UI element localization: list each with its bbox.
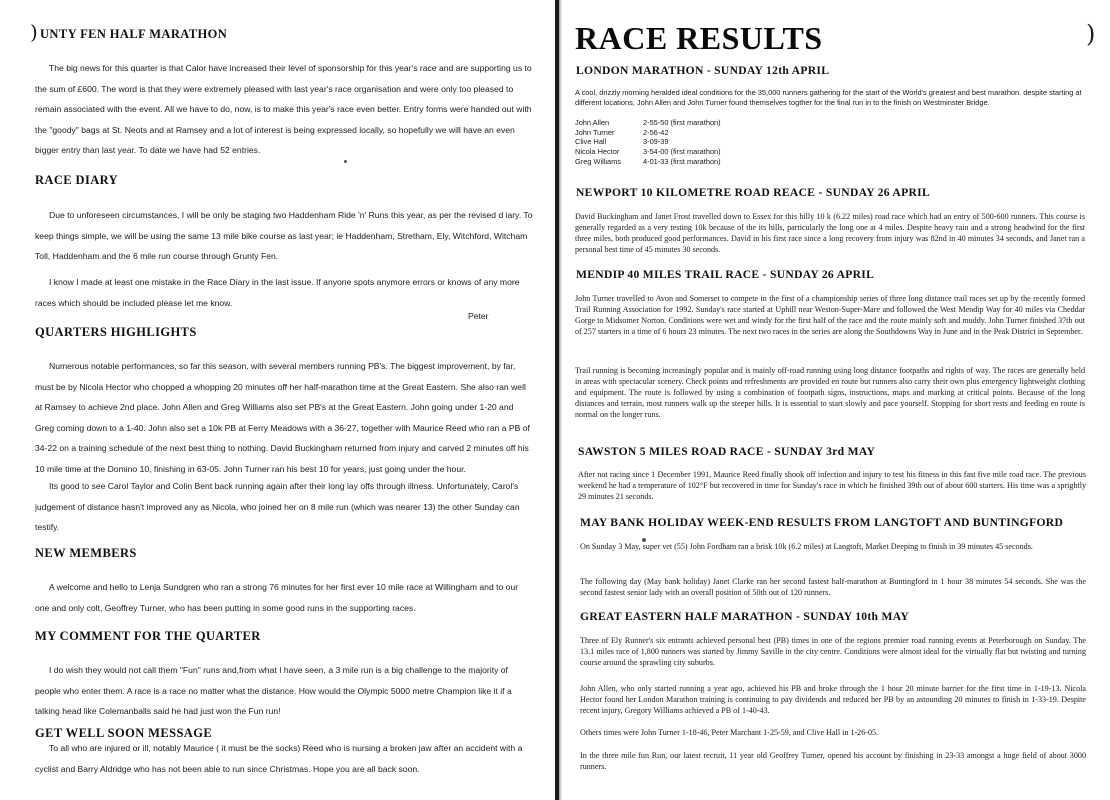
paragraph-great-eastern-3: Others times were John Turner 1-18-46, Peter Marchant 1-25-59, and Clive Hall in 1-26-05. — [580, 728, 879, 737]
paragraph-new-members: A welcome and hello to Lenja Sundgren who ran a strong 76 minutes for her first ever 10 mile race at Willingham and to our one and only colt, Geoffrey Turner, who has been putting in some good runs in the supporting races. — [35, 582, 519, 613]
table-row — [575, 137, 721, 147]
print-speck — [344, 160, 347, 163]
paragraph-quarters-2: Its good to see Carol Taylor and Colin Bent back running again after their long lay offs through illness. Unfortunately, Carol's judgement of distance hasn't improved any as Nicola, who joined her on 8 mile run (which was nearer 13) the other Sunday can testify. — [35, 481, 520, 533]
paragraph-get-well: To all who are injured or ill, notably Maurice ( it must be the socks) Reed who is nursing a broken jaw after an accident with a cyclist and Barry Aldridge who has not been able to run since Christmas. Hope you are all back soon. — [35, 743, 523, 774]
runner-name: John Allen — [575, 118, 610, 127]
paragraph-london-marathon: A cool, drizzly morning heralded ideal conditions for the 35,000 runners gathering for the start of the World's greatest and best marathon. despite starting at different locations, John Allen and John Turner found themselves togther for the final run in to the finish on Westminster Bridge. — [575, 88, 1082, 107]
print-speck — [642, 538, 646, 542]
heading-new-members: NEW MEMBERS — [35, 546, 137, 560]
paragraph-great-eastern-1: Three of Ely Runner's six entrants achieved personal best (PB) times in one of the regions premier road running events at Peterborough on Sunday. The 13.1 miles race of 1,800 runners was started by Jimmy Saville in the city centre. Conditions were almost ideal for the virtually flat but twisting and turning course around the sprawling city suburbs. — [580, 636, 1086, 667]
heading-mendip: MENDIP 40 MILES TRAIL RACE - SUNDAY 26 APRIL — [576, 268, 875, 281]
runner-name: Clive Hall — [575, 137, 607, 147]
heading-sawston: SAWSTON 5 MILES ROAD RACE - SUNDAY 3rd MAY — [578, 445, 876, 458]
paragraph-bank-holiday-1: On Sunday 3 May, super vet (55) John Fordham ran a brisk 10k (6.2 miles) at Langtoft, Market Deeping to finish in 39 minutes 45 seconds. — [580, 542, 1033, 551]
paragraph-mendip-2: Trail running is becoming increasingly popular and is mainly off-road running using long distance footpaths and rights of way. The races are generally held in areas with spectacular scenery. Check points and refreshments are provided en route but runners also carry their own plus emergency lightweight clothing and equipment. The route is followed by using a combination of footpath signs, instructions, maps and marking at critical points. Because of the long distances and terrain, most runners walk up the steeper hills. It is essential to start slowly and pace yourself. Stopping for short rests and feeding en route is normal on the longer runs. — [575, 366, 1085, 419]
table-row — [575, 157, 721, 167]
paragraph-my-comment: I do wish they would not call them "Fun" runs and,from what I have seen, a 3 mile run is a big challenge to the majority of people who enter them. A race is a race no matter what the distance. How would the Olympic 5000 metre Champion like it if a talking head like Colemanballs said he had just won the Fun run! — [35, 665, 512, 717]
runner-name: Nicola Hector — [575, 147, 620, 157]
london-results-table — [575, 118, 721, 167]
page-title: RACE RESULTS — [575, 20, 823, 56]
paragraph-newport: David Buckingham and Janet Frost travelled down to Essex for this hilly 10 k (6.22 miles) road race which had an entry of 500-600 runners. This course is generally regarded as a very testing 10k because of the its hills, particularly the long one at 4 miles. Despite heavy rain and a strong headwind for the first three miles, both produced good performances. David in his first race since a long recovery from injury was 82nd in 40 minutes 34 seconds, and Janet ran a personal best time of 45 minutes 30 seconds. — [575, 212, 1085, 254]
signoff: Peter — [468, 311, 489, 321]
paragraph-great-eastern-2: John Allen, who only started running a year ago, achieved his PB and broke through the 1 hour 20 minute barrier for the first time in 1-19-13. Nicola Hector found her London Marathon training is continuing to pay dividends and reduced her PB by an astounding 20 minutes to finish in 1-33-19. Despite recent injury, Gregory Williams achieved a PB of 1-40-43. — [580, 684, 1086, 715]
heading-quarters-highlights: QUARTERS HIGHLIGHTS — [35, 325, 197, 339]
runner-time: 2-55-50 (first marathon) — [643, 118, 721, 127]
paragraph-sawston: After not racing since 1 December 1991, Maurice Reed finally shook off infection and injury to test his fitness in this fast five mile road race. The previous weekend he had a temperature of 102°F but recovered in time for Sunday's race in which he finished 39th out of about 600 starters. His time was a sprightly 29 minutes 21 seconds. — [578, 470, 1086, 501]
table-row — [575, 118, 721, 128]
runner-name: John Turner — [575, 127, 615, 137]
clip-mark-right: ) — [1086, 20, 1096, 48]
right-page — [562, 0, 1110, 800]
heading-newport: NEWPORT 10 KILOMETRE ROAD REACE - SUNDAY 26 APRIL — [576, 186, 930, 199]
runner-time: 2-56-42 — [643, 127, 669, 137]
runner-time: 3-09-39 — [643, 137, 669, 147]
heading-bank-holiday: MAY BANK HOLIDAY WEEK-END RESULTS FROM LANGTOFT AND BUNTINGFORD — [580, 516, 1064, 529]
paragraph-race-diary-1: Due to unforeseen circumstances, I will be only be staging two Haddenham Ride 'n' Runs this year, as per the revised d iary. To keep things simple, we will be using the same 13 mile bike course as last year; ie Haddenham, Stretham, Ely, Witchford, Witcham Toll, Haddenham and the 6 mile run course through Grunty Fen. — [35, 210, 533, 262]
heading-my-comment: MY COMMENT FOR THE QUARTER — [35, 629, 261, 643]
heading-half-marathon: UNTY FEN HALF MARATHON — [40, 27, 228, 41]
paragraph-half-marathon: The big news for this quarter is that Calor have increased their level of sponsorship for this year's race and are supporting us to the sum of £600. The word is that they were extremely pleased with last year's race organisation and were only too pleased to remain associated with the event. All we have to do, now, is to make this year's race even better. Entry forms were handed out with the "goody" bags at St. Neots and at Ramsey and a lot of interest is being expressed locally, so hopefully we will have an even bigger entry than last year. To date we have had 52 entries. — [35, 63, 532, 156]
heading-london-marathon: LONDON MARATHON - SUNDAY 12th APRIL — [576, 64, 830, 77]
runner-time: 3-54-00 (first marathon) — [643, 147, 721, 157]
runner-time: 4-01-33 (first marathon) — [643, 156, 721, 166]
paragraph-race-diary-2: I know I made at least one mistake in the Race Diary in the last issue. If anyone spots anymore errors or knows of any more races which should be included please let me know. — [35, 277, 520, 308]
table-row — [575, 147, 721, 157]
paragraph-quarters-1: Numerous notable performances, so far this season, with several members running PB's. The biggest improvement, by far, must be by Nicola Hector who chopped a whopping 20 minutes off her half-marathon time at the Great Eastern. She also ran well at Ramsey to achieve 2nd place. John Allen and Greg Williams also set PB's at the Great Eastern. John going under 1-20 and Greg coming down to a 1-40. John also set a 10k PB at Ferry Meadows with a 36-27, together with Maurice Reed who ran a PB of 34-22 on a training schedule of the next best thing to nothing. David Buckingham returned from injury and carved 2 minutes off his 10 mile time at the Domino 10, finishing in 63-05. John Turner ran his best 10 for years, just going under the hour. — [35, 361, 530, 474]
clip-mark-left: ) — [30, 20, 38, 44]
heading-great-eastern: GREAT EASTERN HALF MARATHON - SUNDAY 10th MAY — [580, 610, 910, 623]
table-row — [575, 128, 721, 138]
runner-name: Greg Williams — [575, 156, 621, 166]
paragraph-bank-holiday-2: The following day (May bank holiday) Janet Clarke ran her second fastest half-marathon at Buntingford in 1 hour 38 minutes 54 seconds. She was the second fastest senior lady with an overall position of 50th out of 120 runners. — [580, 577, 1086, 597]
paragraph-great-eastern-4: In the three mile fun Run, our latest recruit, 11 year old Geoffrey Turner, opened his account by finishing in 23-33 amongst a huge field of about 3000 runners. — [580, 751, 1086, 771]
heading-get-well: GET WELL SOON MESSAGE — [35, 726, 213, 740]
heading-race-diary: RACE DIARY — [35, 173, 119, 187]
paragraph-mendip-1: John Turner travelled to Avon and Somerset to compete in the first of a championship series of three long distance trail races set up by the recently formed Trail Running Association for 1992. Sunday's race started at Uphill near Weston-Super-Mare and followed the West Mendip Way for 40 miles via Cheddar Gorge to Midsomer Norton. Conditions were wet and windy for the first half of the race and the route mainly soft and muddy. John Turner finished 37th out of 257 starters in a time of 6 hours 23 minutes. The next two races in the series are along the Southdowns Way in June and in the Peak District in September. — [575, 294, 1085, 336]
